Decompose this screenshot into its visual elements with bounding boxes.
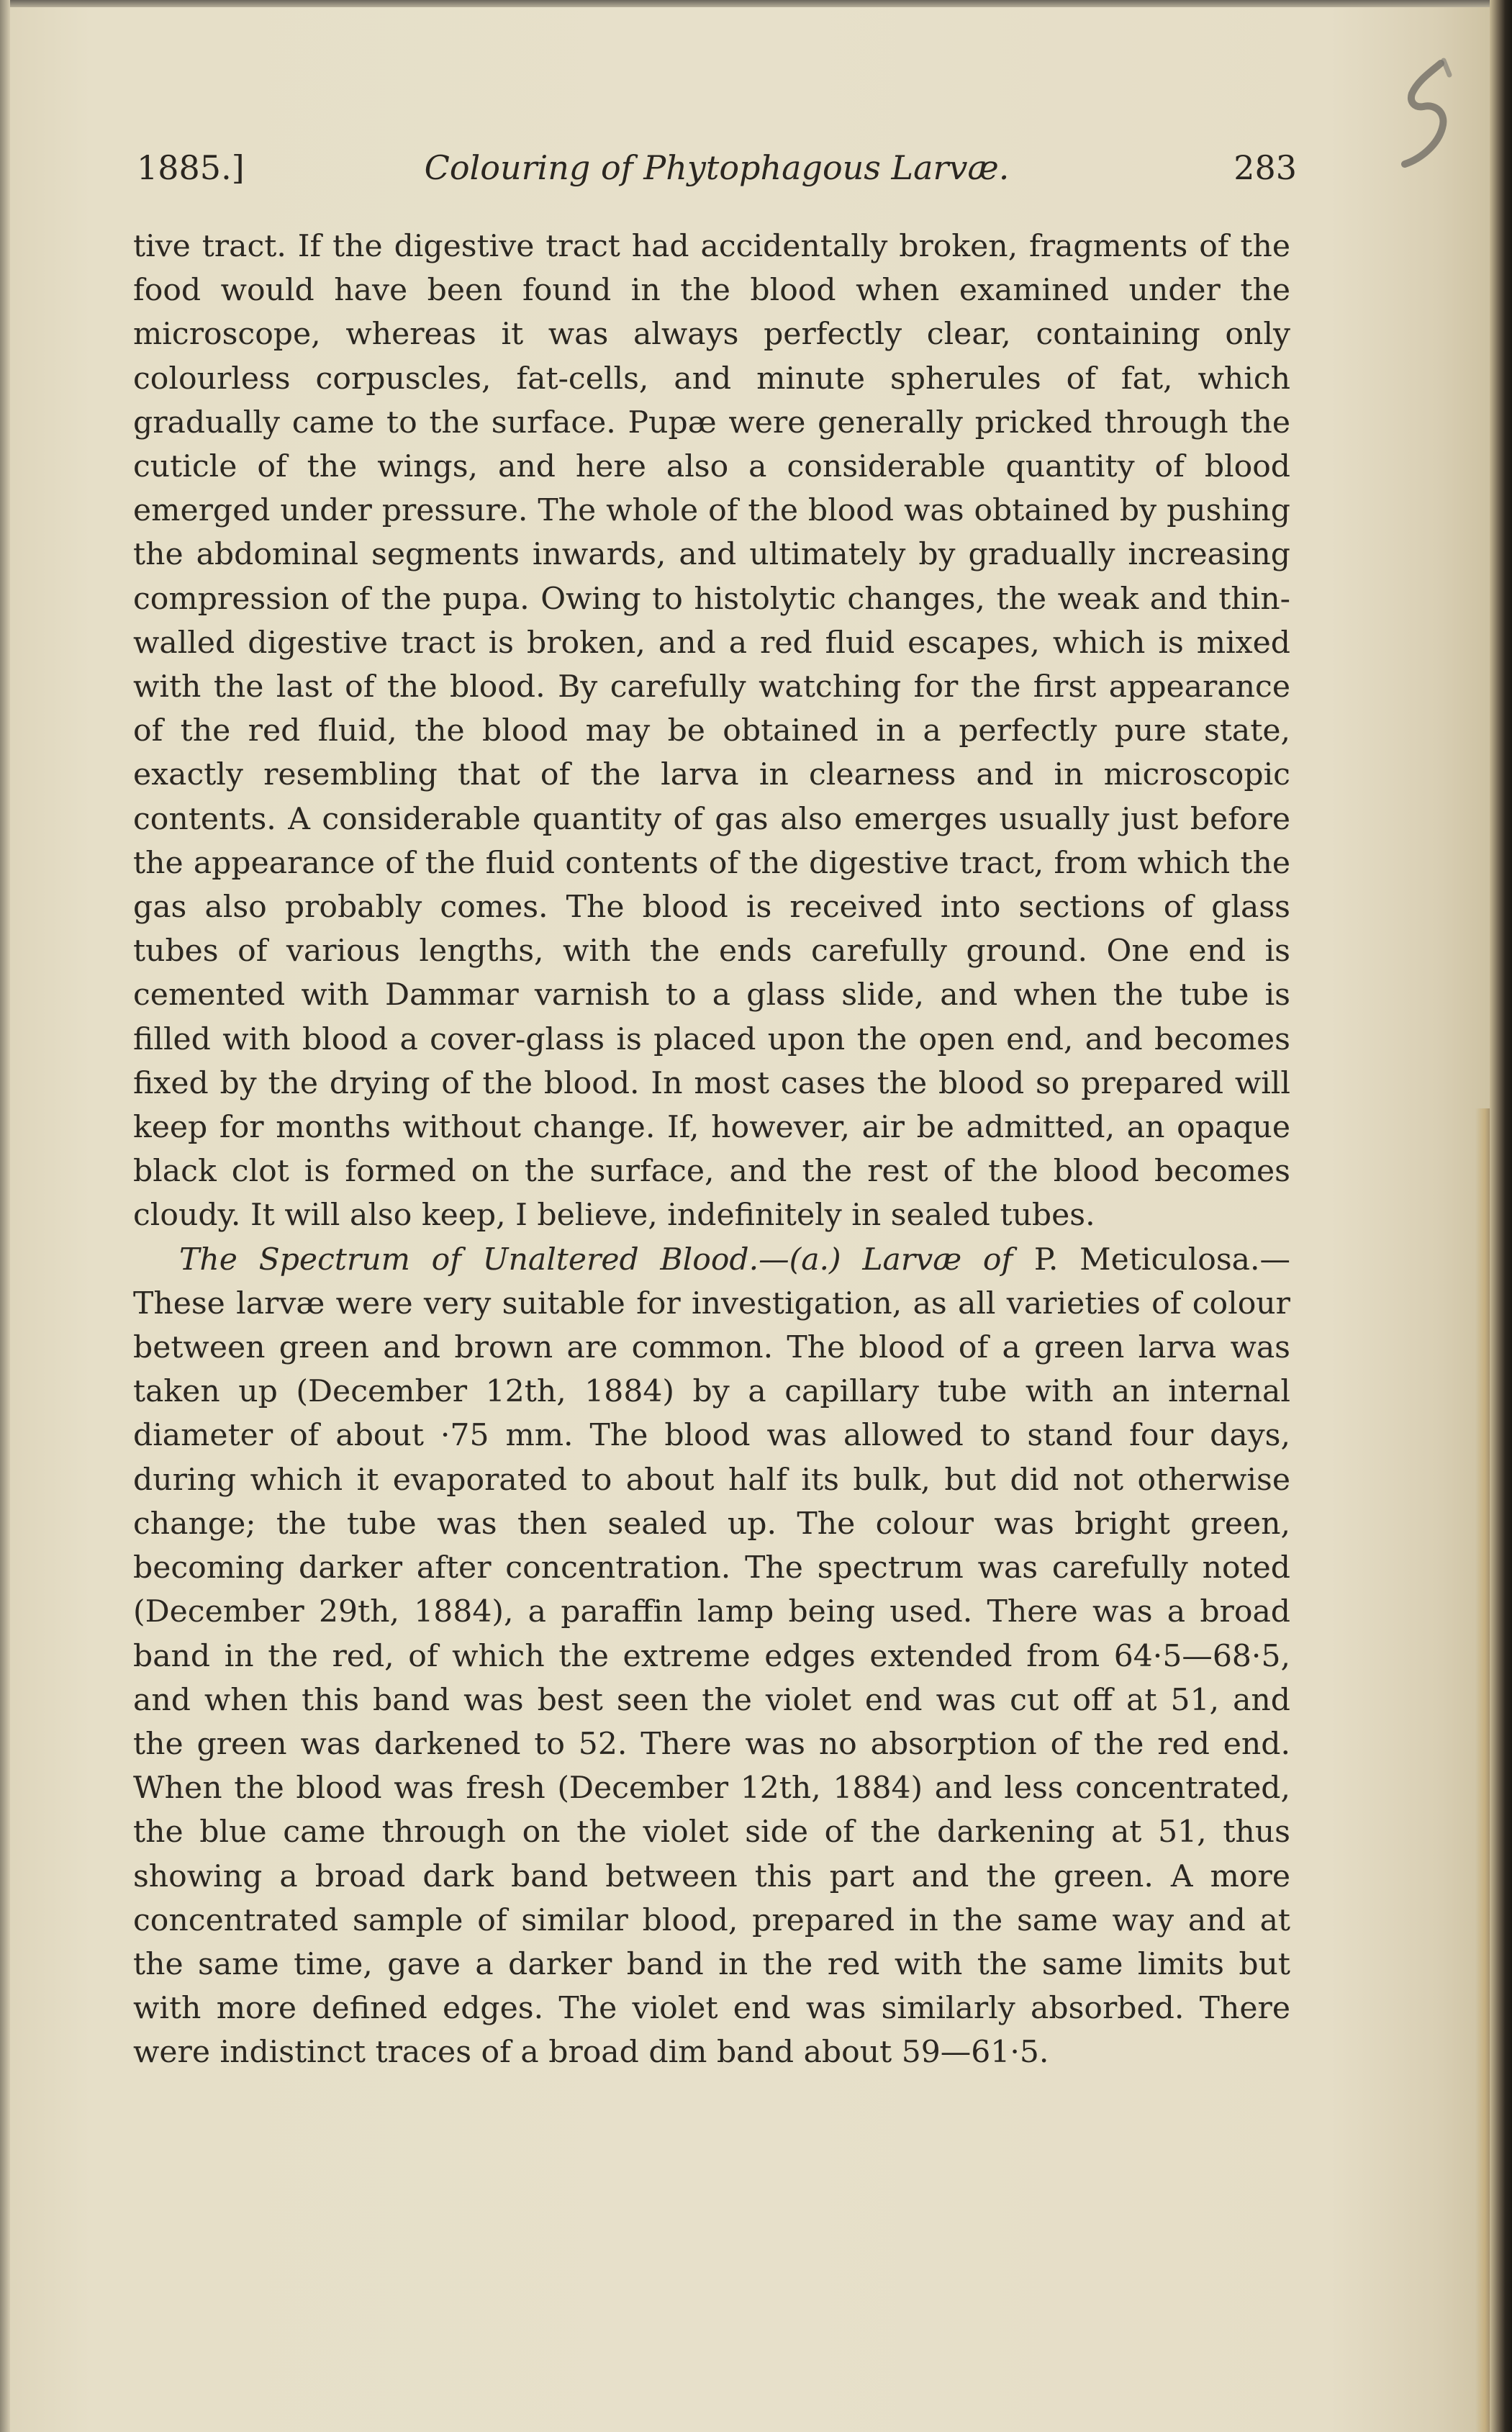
- running-header: [137, 144, 1297, 202]
- paragraph-continuation: tive tract. If the digestive tract had accidentally broken, fragments of the food would have been found in the blood when examined under the microscope, whereas it was always perfectly clear, containing only colourless corpuscles, fat-cells, and minute spherules of fat, which gradually came to the surface. Pupæ were generally pricked through the cuticle of the wings, and here also a considerable quantity of blood emerged under pressure. The whole of the blood was obtained by pushing the abdominal segments inwards, and ultimately by gradually increasing compression of the pupa. Owing to histolytic changes, the weak and thin-walled digestive tract is broken, and a red fluid escapes, which is mixed with the last of the blood. By carefully watching for the first appearance of the red fluid, the blood may be obtained in a perfectly pure state, exactly resembling that of the larva in clearness and in microscopic contents. A considerable quantity of gas also emerges usually just before the appearance of the fluid contents of the digestive tract, from which the gas also probably comes. The blood is received into sections of glass tubes of various lengths, with the ends carefully ground. One end is cemented with Dammar varnish to a glass slide, and when the tube is filled with blood a cover-glass is placed upon the open end, and becomes fixed by the drying of the blood. In most cases the blood so prepared will keep for months without change. If, however, air be admitted, an opaque black clot is formed on the surface, and the rest of the blood becomes cloudy. It will also keep, I believe, indefinitely in sealed tubes.: [133, 229, 1290, 1234]
- paragraph-spectrum: [133, 1238, 1290, 2075]
- header-year: 1885.]: [137, 148, 245, 187]
- paragraph-spectrum-text: These larvæ were very suitable for investigation, as all varieties of colour between green and brown are common. The blood of a green larva was taken up (December 12th, 1884) by a capillary tube with an internal diameter of about ·75 mm. The blood was allowed to stand four days, during which it evaporated to about half its bulk, but did not otherwise change; the tube was then sealed up. The colour was bright green, becoming darker after concentration. The spectrum was carefully noted (December 29th, 1884), a paraffin lamp being used. There was a broad band in the red, of which the extreme edges extended from 64·5—68·5, and when this band was best seen the violet end was cut off at 51, and the green was darkened to 52. There was no absorption of the red end. When the blood was fresh (December 12th, 1884) and less concentrated, the blue came through on the violet side of the darkening at 51, thus showing a broad dark band between this part and the green. A more concentrated sample of similar blood, prepared in the same way and at the same time, gave a darker band in the red with the same limits but with more defined edges. The violet end was similarly absorbed. There were indistinct traces of a broad dim band about 59—61·5.: [133, 1285, 1290, 2071]
- section-heading: The Spectrum of Unaltered Blood.—(a.) Larvæ of: [179, 1242, 1013, 1278]
- section-heading-species: P. Meticulosa.—: [1013, 1242, 1290, 1278]
- left-page-edge: [0, 0, 10, 2432]
- page-number: 283: [1233, 148, 1297, 187]
- top-edge-shadow: [0, 0, 1512, 7]
- right-page-edge: [1490, 0, 1512, 2432]
- margin-mark: [1389, 50, 1468, 187]
- header-title: Colouring of Phytophagous Larvæ.: [424, 148, 1010, 187]
- article-body: [133, 225, 1290, 2075]
- binding-strip: [1475, 1108, 1491, 2432]
